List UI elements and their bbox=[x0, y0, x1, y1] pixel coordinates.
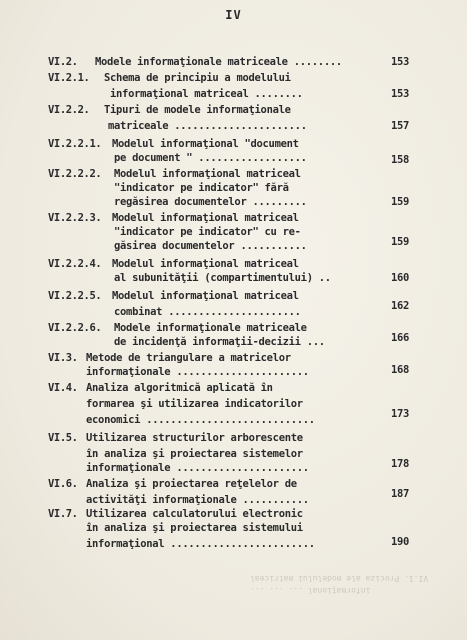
entry-line: "indicator pe indicator" cu re- bbox=[114, 226, 301, 238]
entry-line: Modelul informaţional matriceal bbox=[114, 168, 301, 180]
page-ref: 160 bbox=[390, 272, 410, 284]
page-ref: 166 bbox=[390, 332, 410, 344]
page-ref: 173 bbox=[390, 408, 410, 420]
entry-line: Utilizarea calculatorului electronic bbox=[86, 508, 303, 520]
bleed-through-text: VI.1. Prociza ale modelului matriceal bbox=[250, 574, 429, 583]
entry-line: Analiza algoritmică aplicată în bbox=[86, 382, 273, 394]
entry-line: informaţional ........................ bbox=[86, 538, 315, 550]
entry-line: formarea şi utilizarea indicatorilor bbox=[86, 398, 303, 410]
section-number: VI.2.2.2. bbox=[48, 168, 102, 180]
entry-line: găsirea documentelor ........... bbox=[114, 240, 307, 252]
entry-line: în analiza şi proiectarea sistemelor bbox=[86, 448, 303, 460]
page-number: IV bbox=[225, 8, 242, 22]
entry-line: de incidenţă informaţii-decizii ... bbox=[114, 336, 325, 348]
entry-line: informaţionale ...................... bbox=[86, 366, 309, 378]
entry-line: economici ............................ bbox=[86, 414, 315, 426]
page-ref: 159 bbox=[390, 196, 410, 208]
entry-line: regăsirea documentelor ......... bbox=[114, 196, 307, 208]
section-number: VI.7. bbox=[48, 508, 78, 520]
entry-line: "indicator pe indicator" fără bbox=[114, 182, 289, 194]
section-number: VI.2.2. bbox=[48, 104, 90, 116]
entry-line: Metode de triangulare a matricelor bbox=[86, 352, 291, 364]
entry-line: Schema de principiu a modelului bbox=[104, 72, 291, 84]
section-number: VI.4. bbox=[48, 382, 78, 394]
entry-line: Modele informaţionale matriceale bbox=[114, 322, 307, 334]
page-ref: 190 bbox=[390, 536, 410, 548]
page-ref: 153 bbox=[390, 56, 410, 68]
section-number: VI.2.2.1. bbox=[48, 138, 102, 150]
entry-line: activităţi informaţionale ........... bbox=[86, 494, 309, 506]
page-ref: 157 bbox=[390, 120, 410, 132]
entry-line: Utilizarea structurilor arborescente bbox=[86, 432, 303, 444]
section-number: VI.2.2.4. bbox=[48, 258, 102, 270]
section-number: VI.3. bbox=[48, 352, 78, 364]
page-ref: 168 bbox=[390, 364, 410, 376]
entry-line: matriceale ...................... bbox=[108, 120, 307, 132]
entry-line: al subunităţii (compartimentului) .. bbox=[114, 272, 331, 284]
entry-line: combinat ...................... bbox=[114, 306, 301, 318]
section-number: VI.2.1. bbox=[48, 72, 90, 84]
section-number: VI.2.2.6. bbox=[48, 322, 102, 334]
section-number: VI.2.2.5. bbox=[48, 290, 102, 302]
entry-line: Modele informaţionale matriceale ........ bbox=[95, 56, 342, 68]
bleed-through-text: informaţional ... ... ... bbox=[250, 586, 371, 595]
entry-line: Modelul informaţional matriceal bbox=[112, 258, 299, 270]
page-ref: 162 bbox=[390, 300, 410, 312]
section-number: VI.2.2.3. bbox=[48, 212, 102, 224]
section-number: VI.5. bbox=[48, 432, 78, 444]
page-ref: 153 bbox=[390, 88, 410, 100]
page-ref: 178 bbox=[390, 458, 410, 470]
section-number: VI.2. bbox=[48, 56, 78, 68]
entry-line: Modelul informaţional matriceal bbox=[112, 212, 299, 224]
entry-line: în analiza şi proiectarea sistemului bbox=[86, 522, 303, 534]
entry-line: Modelul informaţional "document bbox=[112, 138, 299, 150]
page-ref: 187 bbox=[390, 488, 410, 500]
entry-line: pe document " .................. bbox=[114, 152, 307, 164]
entry-line: informaţional matriceal ........ bbox=[110, 88, 303, 100]
page-ref: 158 bbox=[390, 154, 410, 166]
entry-line: Modelul informaţional matriceal bbox=[112, 290, 299, 302]
entry-line: Tipuri de modele informaţionale bbox=[104, 104, 291, 116]
page-ref: 159 bbox=[390, 236, 410, 248]
entry-line: Analiza şi proiectarea reţelelor de bbox=[86, 478, 297, 490]
entry-line: informaţionale ...................... bbox=[86, 462, 309, 474]
section-number: VI.6. bbox=[48, 478, 78, 490]
